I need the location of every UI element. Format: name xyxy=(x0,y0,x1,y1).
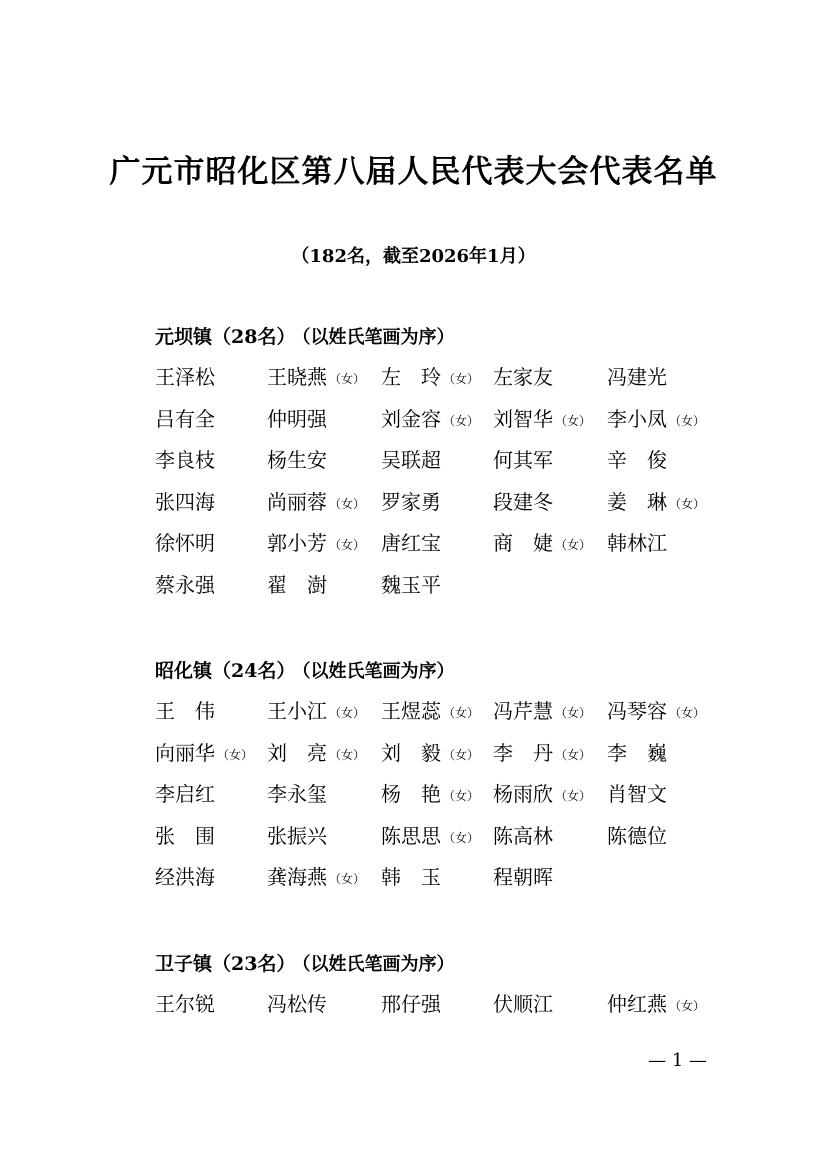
section-heading xyxy=(155,656,735,696)
delegate-name: 吕有全 xyxy=(155,406,215,431)
delegate-name: 陈高林 xyxy=(493,823,553,848)
delegate-name: 刘 亮 （女） xyxy=(267,740,366,765)
female-marker: （女） xyxy=(555,747,592,762)
delegate-name: 经洪海 xyxy=(155,865,215,889)
female-marker: （女） xyxy=(443,830,480,845)
delegate-name: 杨 艳 （女） xyxy=(381,782,480,806)
female-marker: （女） xyxy=(329,747,366,762)
delegate-name: 程朝晖 xyxy=(493,865,553,889)
section-order-note: （以姓氏笔画为序） xyxy=(301,327,455,348)
section-yuanba xyxy=(155,322,735,611)
delegate-name: 翟 澍 xyxy=(267,572,327,597)
delegate-name: 冯建光 xyxy=(607,365,667,389)
delegate-name: 王尔锐 xyxy=(155,992,215,1016)
delegate-name: 段建冬 xyxy=(493,489,553,514)
delegate-name: 唐红宝 xyxy=(381,531,441,555)
section-heading-label: 昭化镇（24名） xyxy=(155,660,296,682)
delegate-name: 杨雨欣 （女） xyxy=(493,782,592,806)
delegate-name: 王小江 （女） xyxy=(267,699,366,723)
delegate-name: 刘 毅 （女） xyxy=(381,740,480,765)
name-row xyxy=(155,738,735,780)
delegate-name: 姜 琳 （女） xyxy=(607,489,706,514)
delegate-name: 陈德位 xyxy=(607,823,667,848)
female-marker: （女） xyxy=(443,706,480,720)
delegate-name: 刘智华 （女） xyxy=(493,406,592,431)
female-marker: （女） xyxy=(443,747,480,762)
name-row xyxy=(155,989,735,1031)
document-subtitle: （182名，截至2026年1月） xyxy=(291,246,536,267)
female-marker: （女） xyxy=(443,789,480,803)
female-marker: （女） xyxy=(669,496,706,511)
delegate-name: 辛 俊 xyxy=(607,448,667,472)
name-row xyxy=(155,404,735,446)
delegate-name: 张四海 xyxy=(155,489,215,514)
name-row xyxy=(155,779,735,821)
name-row xyxy=(155,696,735,738)
delegate-name: 何其军 xyxy=(493,448,553,472)
delegate-name: 王晓燕 （女） xyxy=(267,365,366,389)
delegate-name: 左家友 xyxy=(493,365,553,389)
section-order-note: （以姓氏笔画为序） xyxy=(301,954,455,975)
delegate-name: 郭小芳 （女） xyxy=(267,531,366,555)
delegate-name: 魏玉平 xyxy=(381,572,441,597)
female-marker: （女） xyxy=(329,872,366,886)
delegate-name: 韩 玉 xyxy=(381,865,441,889)
delegate-name: 李启红 xyxy=(155,782,215,806)
female-marker: （女） xyxy=(329,538,366,552)
name-row xyxy=(155,487,735,529)
delegate-name: 尚丽蓉 （女） xyxy=(267,489,366,514)
name-row xyxy=(155,362,735,404)
name-row xyxy=(155,862,735,904)
delegate-name: 蔡永强 xyxy=(155,572,215,597)
delegate-name: 罗家勇 xyxy=(381,489,441,514)
delegate-name: 李永玺 xyxy=(267,782,327,806)
delegate-name: 肖智文 xyxy=(607,782,667,806)
delegate-name: 王泽松 xyxy=(155,365,215,389)
female-marker: （女） xyxy=(329,496,366,511)
delegate-name: 商 婕 （女） xyxy=(493,531,592,555)
delegate-name: 仲明强 xyxy=(267,406,327,431)
female-marker: （女） xyxy=(329,706,366,720)
name-row xyxy=(155,528,735,570)
delegate-name: 李 丹 （女） xyxy=(493,740,592,765)
delegate-name: 张 围 xyxy=(155,823,215,848)
delegate-name: 刘金容 （女） xyxy=(381,406,480,431)
female-marker: （女） xyxy=(669,413,706,428)
female-marker: （女） xyxy=(443,372,480,386)
delegate-name: 冯琴容 （女） xyxy=(607,699,706,723)
female-marker: （女） xyxy=(217,747,254,762)
document-title: 广元市昭化区第八届人民代表大会代表名单 xyxy=(109,154,718,190)
delegate-name: 龚海燕 （女） xyxy=(267,865,366,889)
delegate-name: 邢仔强 xyxy=(381,992,441,1016)
delegate-name: 张振兴 xyxy=(267,823,327,848)
delegate-name: 李良枝 xyxy=(155,448,215,472)
section-order-note: （以姓氏笔画为序） xyxy=(301,661,455,682)
section-heading xyxy=(155,949,735,989)
delegate-name: 吴联超 xyxy=(381,448,441,472)
delegate-name: 左 玲 （女） xyxy=(381,365,480,389)
female-marker: （女） xyxy=(669,706,706,720)
section-zhaohua xyxy=(155,656,735,904)
delegate-name: 冯松传 xyxy=(267,992,327,1016)
delegate-name: 王煜蕊 （女） xyxy=(381,699,480,723)
female-marker: （女） xyxy=(555,538,592,552)
delegate-name: 伏顺江 xyxy=(493,992,553,1016)
female-marker: （女） xyxy=(329,372,366,386)
delegate-name: 杨生安 xyxy=(267,448,327,472)
delegate-name: 李小凤 （女） xyxy=(607,406,706,431)
delegate-name: 李 巍 xyxy=(607,740,667,765)
section-heading-label: 卫子镇（23名） xyxy=(155,953,296,975)
delegate-name: 冯芹慧 （女） xyxy=(493,699,592,723)
female-marker: （女） xyxy=(555,706,592,720)
delegate-name: 王 伟 xyxy=(155,699,215,723)
name-row xyxy=(155,445,735,487)
delegate-name: 韩林江 xyxy=(607,531,667,555)
name-row xyxy=(155,570,735,612)
delegate-name: 陈思思 （女） xyxy=(381,823,480,848)
female-marker: （女） xyxy=(555,789,592,803)
section-weizi xyxy=(155,949,735,1031)
female-marker: （女） xyxy=(443,413,480,428)
section-heading xyxy=(155,322,735,362)
delegate-name: 仲红燕 （女） xyxy=(607,992,706,1016)
delegate-name: 向丽华 （女） xyxy=(155,740,254,765)
female-marker: （女） xyxy=(669,999,706,1013)
section-heading-label: 元坝镇（28名） xyxy=(155,326,296,348)
name-row xyxy=(155,821,735,863)
female-marker: （女） xyxy=(555,413,592,428)
delegate-name: 徐怀明 xyxy=(155,531,215,555)
page-number: — 1 — xyxy=(648,1050,707,1071)
